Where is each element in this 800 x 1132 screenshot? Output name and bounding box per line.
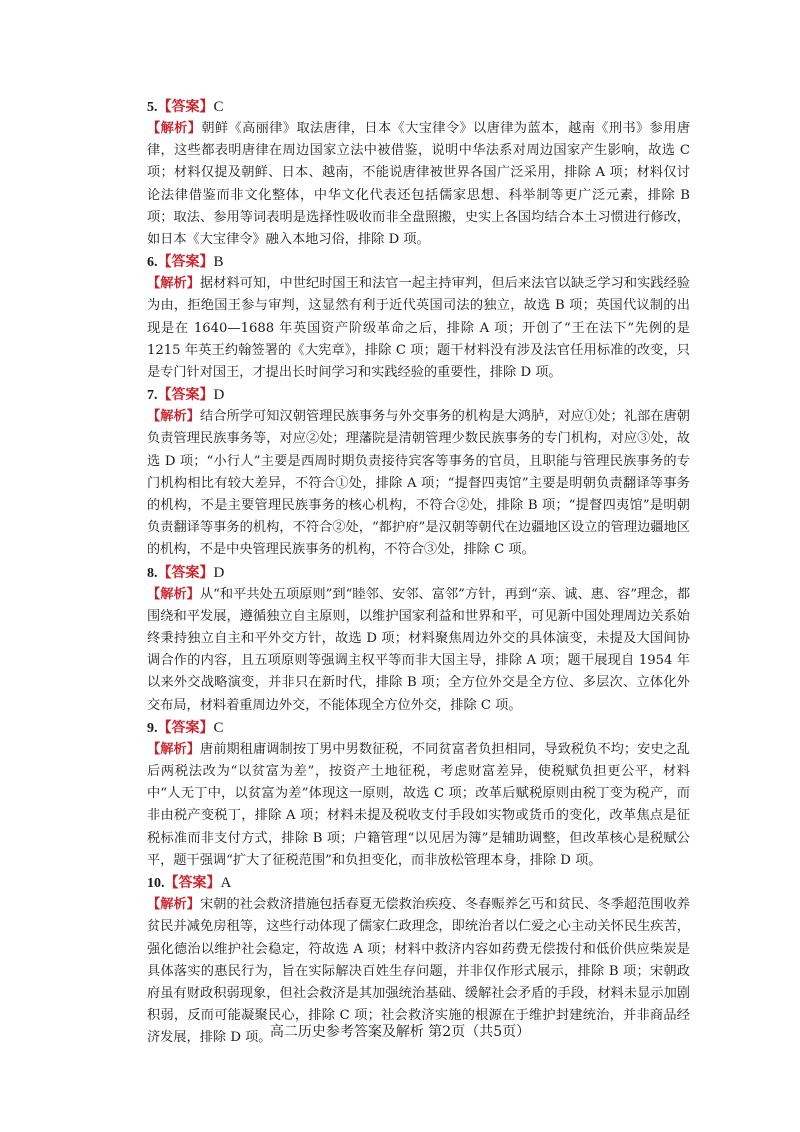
answer-item-8 (147, 562, 690, 717)
answer-letter: C (213, 99, 224, 115)
question-number: 10. (147, 876, 165, 892)
answer-item-9 (147, 717, 690, 872)
answer-tag: 【答案】 (157, 719, 214, 736)
answer-line (147, 251, 690, 273)
answer-letter: A (220, 875, 232, 892)
answer-line (147, 96, 690, 118)
answer-letter: C (213, 719, 224, 736)
analysis-paragraph (147, 406, 690, 561)
answer-tag: 【答案】 (164, 875, 221, 892)
answer-sheet-page (147, 96, 690, 1050)
answer-line (147, 717, 690, 739)
answer-item-5 (147, 96, 690, 251)
question-number: 6. (147, 255, 158, 271)
answer-tag: 【答案】 (157, 254, 214, 271)
analysis-tag: 【解析】 (147, 409, 200, 425)
question-number: 8. (147, 565, 158, 581)
analysis-tag: 【解析】 (147, 276, 200, 292)
analysis-text: 据材料可知，中世纪时国王和法官一起主持审判，但后来法官以缺乏学习和实践经验为由，拒绝国王参与审判，这显然有利于近代英国司法的独立，故选 B 项；英国代议制的出现是在 1640—1688 年英国资产阶级革命之后，排除 A 项；开创了“王在法下”先例的是 1215 年英王约翰签署的《大宪章》，排除 C 项；题干材料没有涉及法官任用标准的改变，只是专门针对国王，才提出长时间学习和实践经验的重要性，排除 D 项。 (147, 276, 690, 381)
analysis-paragraph (147, 273, 690, 384)
analysis-text: 宋朝的社会救济措施包括春夏无偿救治疾疫、冬春赈养乞丐和贫民、冬季超范围收养贫民并减免房租等，这些行动体现了儒家仁政理念，即统治者以仁爱之心主动关怀民生疾苦，强化德治以维护社会稳定，符故选 A 项；材料中救济内容如药费无偿拨付和低价供应柴炭是具体落实的惠民行为，旨在实际解决百姓生存问题，并非仅作形式展示，排除 B 项；宋朝政府虽有财政积弱现象，但社会救济是其加强统治基础、缓解社会矛盾的手段，材料未显示加剧积弱，反而可能凝聚民心，排除 C 项；社会救济实施的根源在于维护封建统治，并非商品经济发展，排除 D 项。 (147, 897, 690, 1046)
analysis-paragraph (147, 584, 690, 717)
analysis-tag: 【解析】 (147, 741, 200, 757)
answer-line (147, 872, 690, 894)
analysis-tag: 【解析】 (147, 586, 200, 602)
analysis-paragraph (147, 739, 690, 872)
answer-letter: D (213, 564, 225, 581)
question-number: 7. (147, 388, 158, 404)
analysis-tag: 【解析】 (147, 897, 200, 913)
answer-item-6 (147, 251, 690, 384)
analysis-text: 唐前期租庸调制按丁男中男数征税，不同贫富者负担相同，导致税负不均；安史之乱后两税法改为“以贫富为差”，按资产土地征税，考虑财富差异，使税赋负担更公平，材料中“人无丁中，以贫富为差”体现这一原则，故选 C 项；改革后赋税原则由税丁变为税产，而非由税产变税丁，排除 A 项；材料未提及税收支付手段如实物或货币的变化，改革焦点是征税标准而非支付方式，排除 B 项；户籍管理“以见居为簿”是辅助调整，但改革核心是税赋公平，题干强调“扩大了征税范围”和负担变化，而非放松管理本身，排除 D 项。 (147, 741, 690, 868)
analysis-tag: 【解析】 (147, 121, 202, 136)
analysis-text: 朝鲜《高丽律》取法唐律，日本《大宝律令》以唐律为蓝本，越南《刑书》参用唐律，这些都表明唐律在周边国家立法中被借鉴，说明中华法系对周边国家产生影响，故选 C 项；材料仅提及朝鲜、日本、越南，不能说唐律被世界各国广泛采用，排除 A 项；材料仅讨论法律借鉴而非文化整体，中华文化代表还包括儒家思想、科举制等更广泛元素，排除 B 项；取法、参用等词表明是选择性吸收而非全盘照搬，史实上各国均结合本土习惯进行修改，如日本《大宝律令》融入本地习俗，排除 D 项。 (147, 121, 691, 248)
answer-tag: 【答案】 (157, 387, 214, 404)
page-footer: 高二历史参考答案及解析 第2页（共5页） (269, 1024, 531, 1040)
question-number: 9. (147, 720, 158, 736)
answer-line (147, 384, 690, 406)
answer-tag: 【答案】 (157, 99, 214, 115)
analysis-text: 从“和平共处五项原则”到“睦邻、安邻、富邻”方针，再到“亲、诚、惠、容”理念，都围绕和平发展，遵循独立自主原则，以维护国家利益和世界和平，可见新中国处理周边关系始终秉持独立自主和平外交方针，故选 D 项；材料聚焦周边外交的具体演变，未提及大国间协调合作的内容，且五项原则等强调主权平等而非大国主导，排除 A 项；题干展现自 1954 年以来外交战略演变，并非只在新时代，排除 B 项；全方位外交是全方位、多层次、立体化外交布局，材料着重周边外交，不能体现全方位外交，排除 C 项。 (147, 586, 691, 713)
answer-line (147, 562, 690, 584)
analysis-text: 结合所学可知汉朝管理民族事务与外交事务的机构是大鸿胪，对应①处；礼部在唐朝负责管理民族事务等，对应②处；理藩院是清朝管理少数民族事务的专门机构，对应③处，故选 D 项；“小行人”主要是西周时期负责接待宾客等事务的官员，且职能与管理民族事务的专门机构相比有较大差异，不符合①处，排除 A 项；“提督四夷馆”主要是明朝负责翻译等事务的机构，不是主要管理民族事务的核心机构，不符合②处，排除 B 项；“提督四夷馆”是明朝负责翻译等事务的机构，不符合②处，“都护府”是汉朝等朝代在边疆地区设立的管理边疆地区的机构，不是中央管理民族事务的机构，不符合③处，排除 C 项。 (147, 409, 690, 558)
analysis-paragraph (147, 118, 690, 251)
answer-item-7 (147, 384, 690, 561)
answer-letter: D (213, 387, 225, 404)
answer-letter: B (213, 254, 224, 271)
question-number: 5. (147, 100, 158, 115)
answer-tag: 【答案】 (157, 564, 214, 581)
